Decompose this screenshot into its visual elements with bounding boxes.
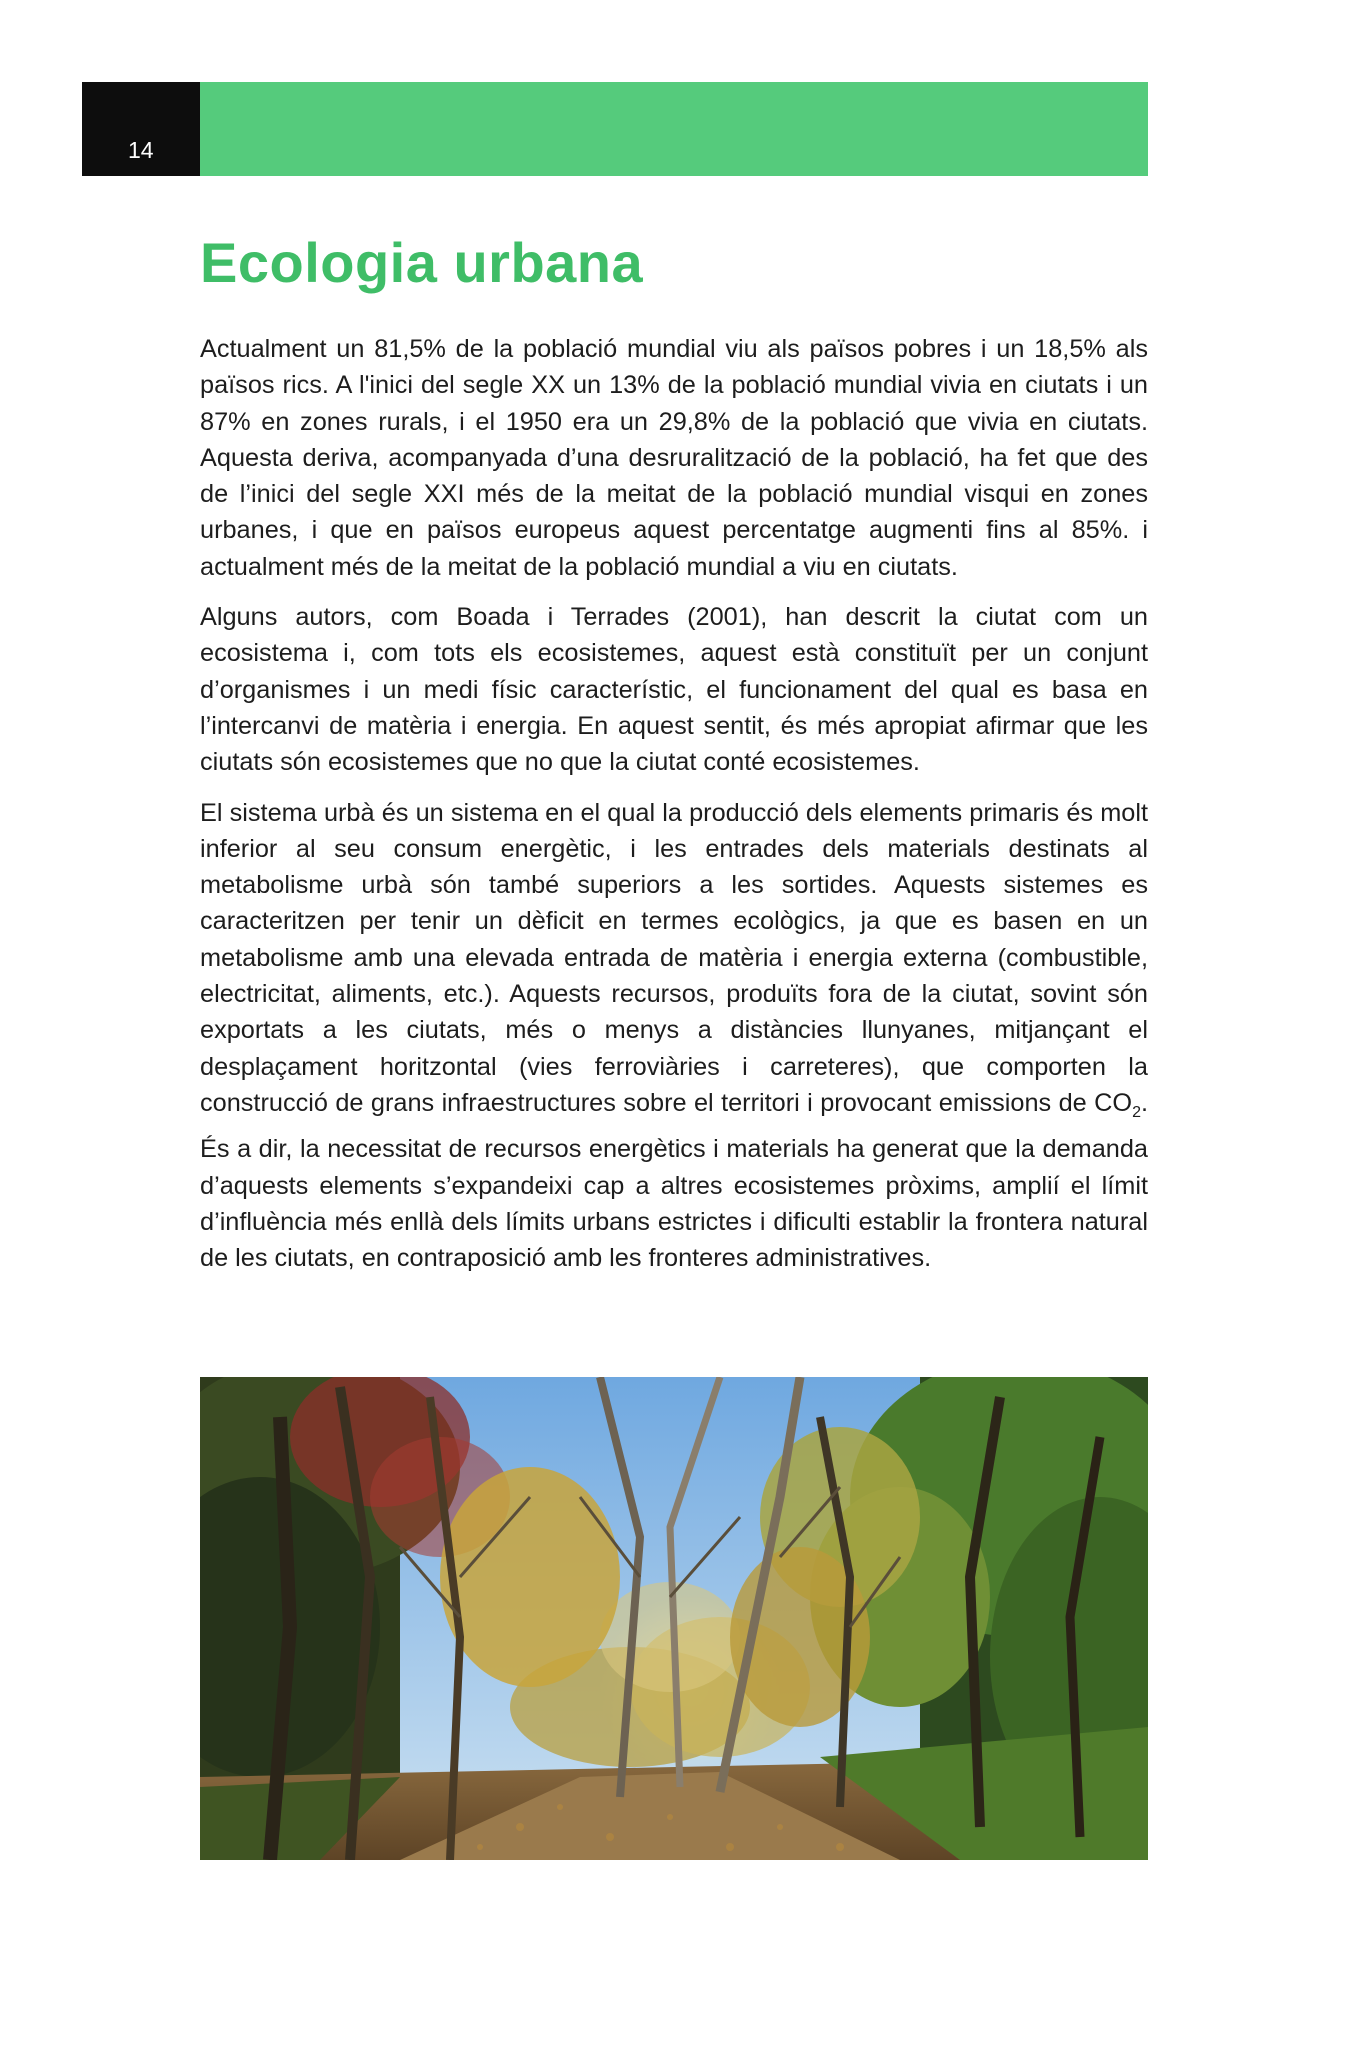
- co2-subscript: 2: [1132, 1103, 1141, 1121]
- paragraph-2: Alguns autors, com Boada i Terrades (2001), han descrit la ciutat com un ecosistema i, com tots els ecosistemes, aquest està constituït per un conjunt d’organismes i un medi físic característic, el funcionament del qual es basa en l’intercanvi de matèria i energia. En aquest sentit, és més apropiat afirmar que les ciutats són ecosistemes que no que la ciutat conté ecosistemes.: [200, 603, 1148, 777]
- header-green-band: [200, 82, 1148, 176]
- paragraph-3-part-2: . És a dir, la necessitat de recursos energètics i materials ha generat que la demanda d’aquests elements s’expandeixi cap a altres ecosistemes pròxims, amplií el límit d’influència més enllà dels límits urbans estrictes i dificulti establir la frontera natural de les ciutats, en contraposició amb les fronteres administratives.: [200, 1088, 1148, 1273]
- paragraph-3-part-1: El sistema urbà és un sistema en el qual la producció dels elements primaris és molt inferior al seu consum energètic, i les entrades dels materials destinats al metabolisme urbà són també superiors a les sortides. Aquests sistemes es caracteritzen per tenir un dèficit en termes ecològics, ja que es basen en un metabolisme amb una elevada entrada de matèria i energia externa (combustible, electricitat, aliments, etc.). Aquests recursos, produïts fora de la ciutat, sovint són exportats a les ciutats, més o menys a distàncies llunyanes, mitjançant el desplaçament horitzontal (vies ferroviàries i carreteres), que comporten la construcció de grans infraestructures sobre el territori i provocant emissions de CO: [200, 798, 1148, 1117]
- page-number: 14: [128, 137, 154, 163]
- forest-path-illustration: [200, 1377, 1148, 1860]
- paragraph-3: [200, 795, 1148, 1277]
- article-body: [200, 331, 1148, 1290]
- page-title: Ecologia urbana: [200, 231, 644, 294]
- page-header: [82, 82, 1148, 176]
- paragraph-1: Actualment un 81,5% de la població mundial viu als països pobres i un 18,5% als països rics. A l'inici del segle XX un 13% de la població mundial vivia en ciutats i un 87% en zones rurals, i el 1950 era un 29,8% de la població que vivia en ciutats. Aquesta deriva, acompanyada d’una desruralització de la població, ha fet que des de l’inici del segle XXI més de la meitat de la població mundial visqui en zones urbanes, i que en països europeus aquest percentatge augmenti fins al 85%. i actualment més de la meitat de la població mundial a viu en ciutats.: [200, 335, 1148, 581]
- forest-path-photo: [200, 1377, 1148, 1860]
- page-number-box: [82, 82, 200, 176]
